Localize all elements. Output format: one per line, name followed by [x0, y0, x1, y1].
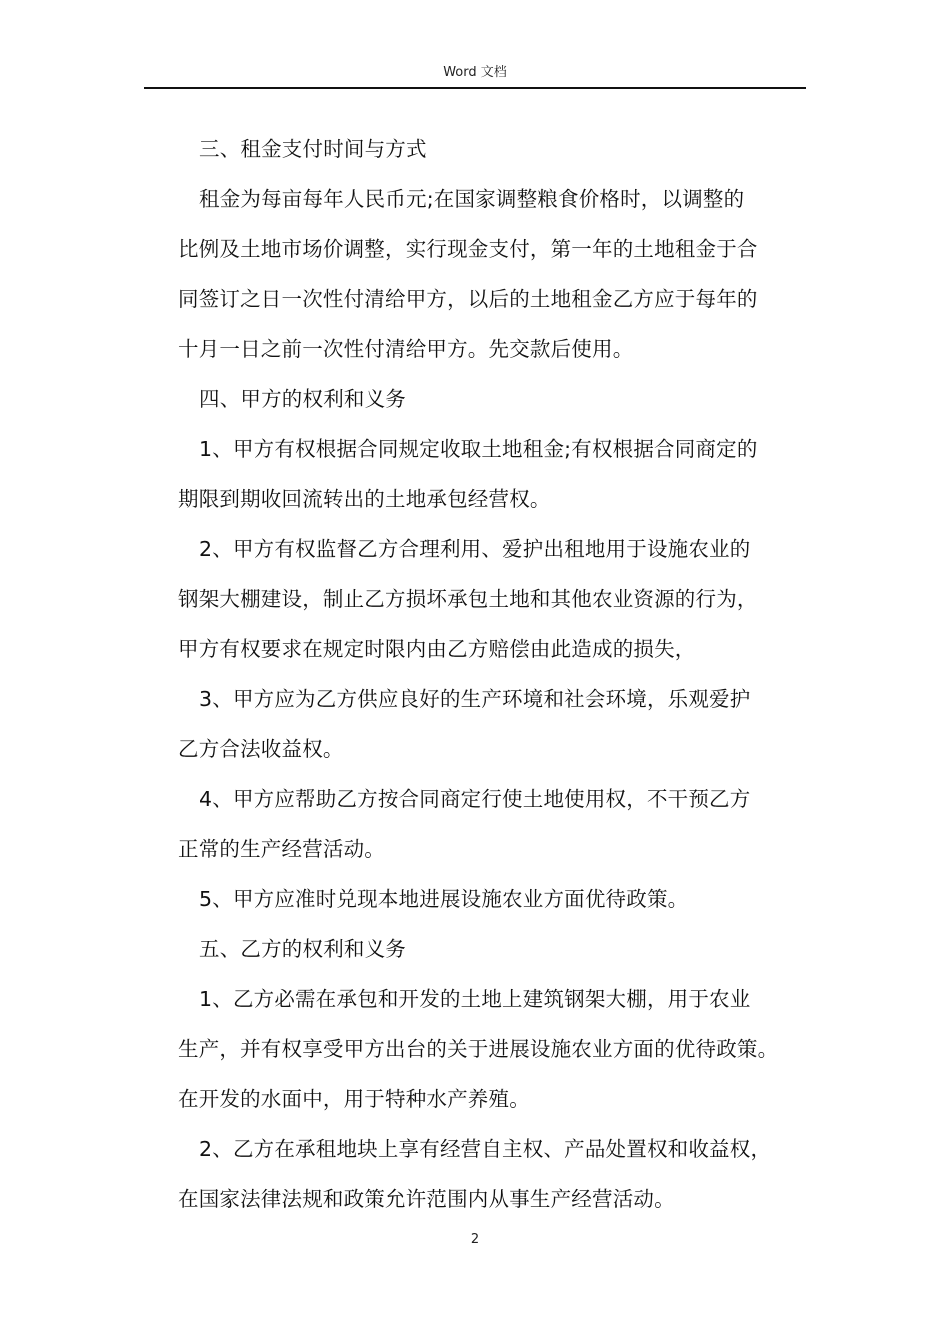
- text-line: 在国家法律法规和政策允许范围内从事生产经营活动。: [178, 1187, 675, 1211]
- text-line: 在开发的水面中，用于特种水产养殖。: [178, 1087, 530, 1111]
- header-title: Word 文档: [443, 65, 507, 80]
- text-line: 租金为每亩每年人民币元;在国家调整粮食价格时，以调整的: [199, 187, 745, 211]
- text-line: 期限到期收回流转出的土地承包经营权。: [178, 487, 551, 511]
- text-line: 1、甲方有权根据合同规定收取土地租金;有权根据合同商定的: [199, 437, 758, 461]
- text-line: 2、乙方在承租地块上享有经营自主权、产品处置权和收益权，: [199, 1137, 772, 1161]
- text-line: 5、甲方应准时兑现本地进展设施农业方面优待政策。: [199, 887, 689, 911]
- page-number: 2: [470, 1232, 480, 1247]
- text-line: 钢架大棚建设，制止乙方损坏承包土地和其他农业资源的行为，: [178, 587, 758, 611]
- text-line: 同签订之日一次性付清给甲方，以后的土地租金乙方应于每年的: [178, 287, 758, 311]
- text-line: 1、乙方必需在承包和开发的土地上建筑钢架大棚，用于农业: [199, 987, 751, 1011]
- text-line: 4、甲方应帮助乙方按合同商定行使土地使用权，不干预乙方: [199, 787, 751, 811]
- document-body: [178, 124, 818, 1224]
- text-line: 十月一日之前一次性付清给甲方。先交款后使用。: [178, 337, 634, 361]
- text-line: 甲方有权要求在规定时限内由乙方赔偿由此造成的损失，: [178, 637, 696, 661]
- text-line: 生产，并有权享受甲方出台的关于进展设施农业方面的优待政策。: [178, 1037, 779, 1061]
- text-line: 四、甲方的权利和义务: [199, 387, 406, 411]
- text-line: 2、甲方有权监督乙方合理利用、爱护出租地用于设施农业的: [199, 537, 751, 561]
- text-line: 三、租金支付时间与方式: [199, 137, 427, 161]
- text-line: 乙方合法收益权。: [178, 737, 344, 761]
- text-line: 比例及土地市场价调整，实行现金支付，第一年的土地租金于合: [178, 237, 758, 261]
- text-line: 五、乙方的权利和义务: [199, 937, 406, 961]
- text-line: 正常的生产经营活动。: [178, 837, 385, 861]
- text-line: 3、甲方应为乙方供应良好的生产环境和社会环境，乐观爱护: [199, 687, 751, 711]
- header-divider: [144, 87, 806, 89]
